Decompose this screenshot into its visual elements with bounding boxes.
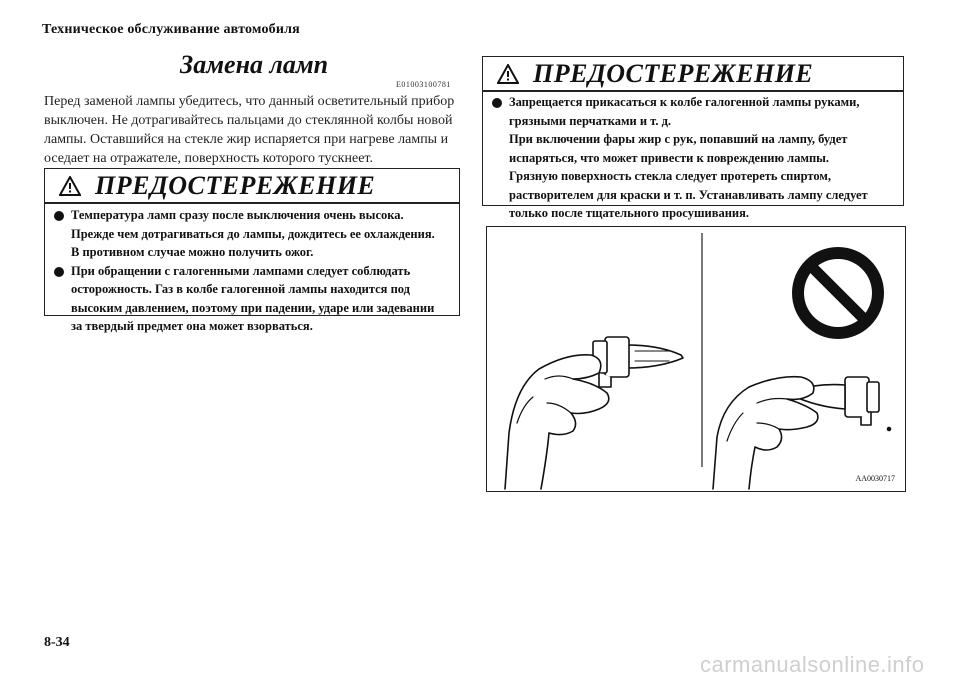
warning-item-line: только после тщательного просушивания. [509, 206, 749, 220]
warning-item [45, 206, 459, 225]
warning-item-line: Прежде чем дотрагиваться до лампы, дождитесь ее охлаждения. [71, 226, 435, 241]
warning-item-line: грязными перчатками и т. д. [509, 113, 672, 128]
bullet-icon [54, 211, 64, 221]
warning-item-line: за твердый предмет она может взорваться. [71, 319, 313, 333]
hand-holding-bulb-by-base-icon [505, 337, 683, 489]
figure-code: AA0030717 [855, 474, 895, 483]
warning-body [483, 90, 903, 220]
warning-box-right [482, 56, 904, 220]
warning-header [45, 169, 459, 204]
page-title: Замена ламп [180, 50, 329, 79]
warning-box-left [44, 168, 460, 333]
hand-touching-bulb-glass-icon [713, 377, 891, 489]
bullet-icon [54, 267, 64, 277]
warning-title: ПРЕДОСТЕРЕЖЕНИЕ [95, 170, 376, 200]
document-code: E01003100781 [396, 80, 451, 89]
page-number: 8-34 [44, 635, 70, 650]
warning-item-line: растворителем для краски и т. п. Устанавливать лампу следует [509, 187, 868, 202]
warning-item-line: Грязную поверхность стекла следует протереть спиртом, [509, 169, 831, 183]
warning-header [483, 57, 903, 92]
intro-paragraph: Перед заменой лампы убедитесь, что данный осветительный прибор выключен. Не дотрагивайтесь пальцами до стеклянной колбы новой лампы. Оставшийся на стекле жир испаряется при нагреве лампы и оседает на отражателе, поверхность которого тускнеет. [44, 94, 455, 166]
warning-triangle-icon [59, 176, 81, 196]
warning-item-lead: Запрещается прикасаться к колбе галогенной лампы руками, [509, 95, 860, 109]
illustration-canvas [487, 227, 905, 491]
warning-item [45, 262, 459, 281]
warning-item-line: При включении фары жир с рук, попавший на лампу, будет [509, 132, 848, 146]
warning-item-line: В противном случае можно получить ожог. [71, 245, 314, 259]
warning-item-lead: При обращении с галогенными лампами следует соблюдать [71, 263, 411, 278]
bulb-handling-illustration [486, 226, 906, 492]
warning-item-line: осторожность. Газ в колбе галогенной лампы находится под [71, 282, 410, 296]
warning-item-line: высоким давлением, поэтому при падении, ударе или задевании [71, 300, 435, 315]
section-header: Техническое обслуживание автомобиля [42, 22, 300, 37]
warning-item [483, 93, 903, 112]
watermark: carmanualsonline.info [700, 652, 925, 677]
bullet-icon [492, 98, 502, 108]
warning-item-line: испаряться, что может привести к повреждению лампы. [509, 150, 830, 165]
prohibition-sign-icon [792, 247, 884, 339]
warning-triangle-icon [497, 64, 519, 84]
warning-title: ПРЕДОСТЕРЕЖЕНИЕ [533, 58, 814, 88]
warning-body [45, 202, 459, 333]
warning-item-lead: Температура ламп сразу после выключения очень высока. [71, 208, 404, 222]
